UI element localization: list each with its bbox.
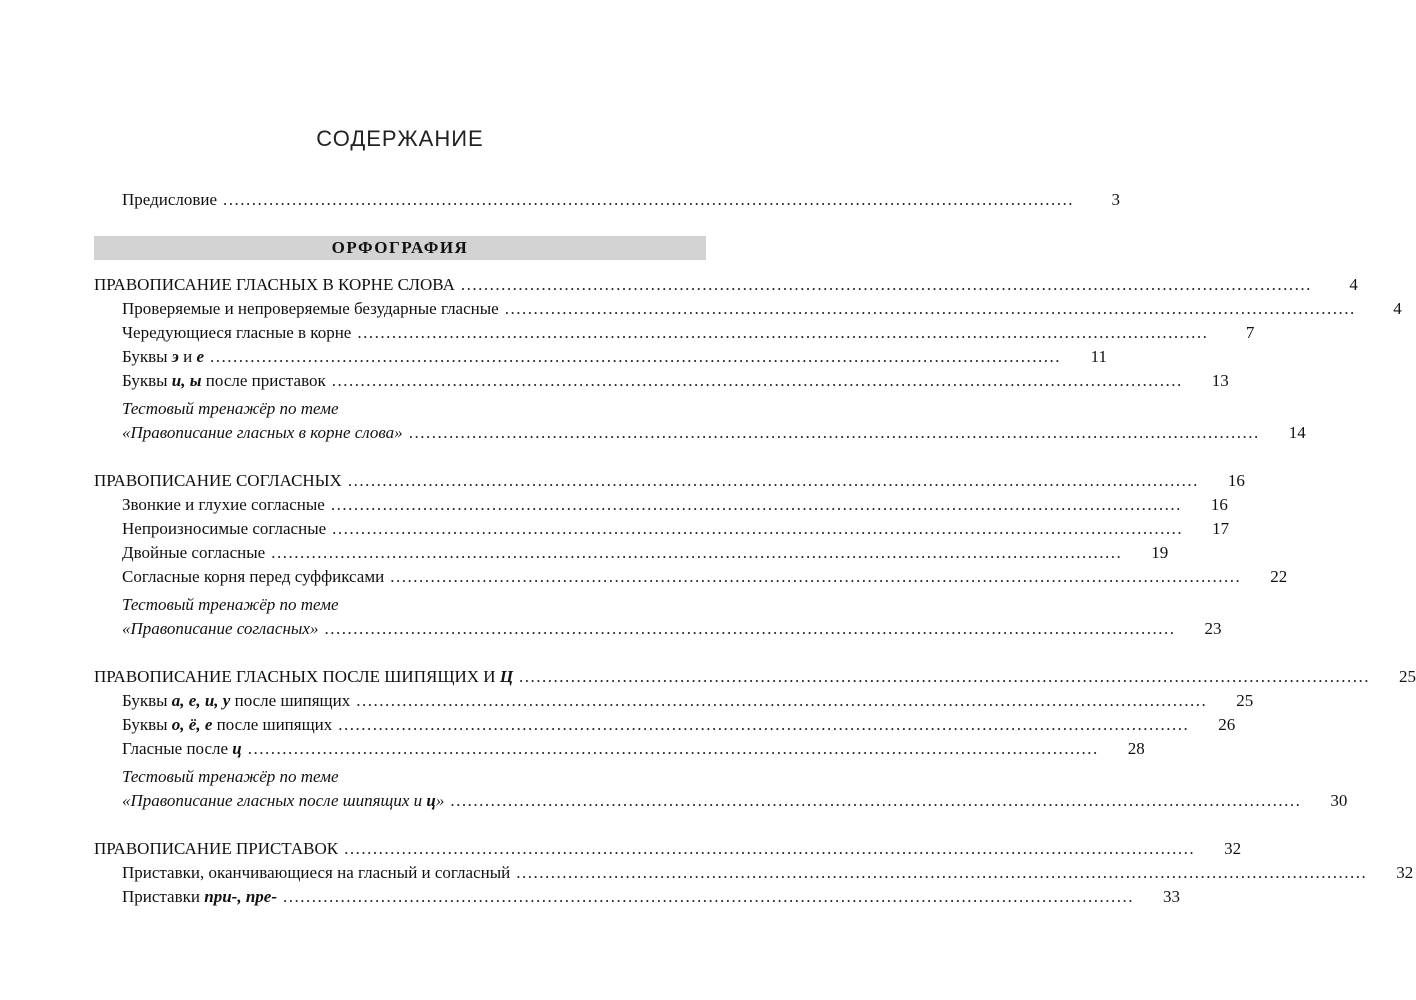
chapter-title: ПРАВОПИСАНИЕ СОГЛАСНЫХ — [94, 471, 342, 490]
leader-dots: .................................................................................................................................................... — [271, 543, 1123, 562]
page-number: 14 — [1288, 423, 1306, 442]
chapter-title: ПРАВОПИСАНИЕ ПРИСТАВОК — [94, 839, 339, 858]
leader-dots: .................................................................................................................................................... — [330, 495, 1182, 514]
page-number: 33 — [1162, 887, 1180, 906]
toc-entry[interactable] — [122, 714, 1236, 736]
leader-dots: .................................................................................................................................................... — [223, 190, 1075, 209]
leader-dots: .................................................................................................................................................... — [450, 791, 1302, 810]
leader-dots: .................................................................................................................................................... — [324, 619, 1176, 638]
entry-label: Гласные после ц — [122, 739, 242, 758]
toc-chapter-4[interactable] — [94, 838, 1242, 860]
toc-entry-trainer[interactable] — [122, 790, 1348, 812]
leader-dots: .................................................................................................................................................... — [210, 347, 1062, 366]
page-title: СОДЕРЖАНИЕ — [316, 126, 484, 151]
leader-dots: .................................................................................................................................................... — [247, 739, 1099, 758]
leader-dots: .................................................................................................................................................... — [331, 371, 1183, 390]
trainer-line-1: Тестовый тренажёр по теме — [122, 399, 339, 418]
entry-label: Буквы а, е, и, у после шипящих — [122, 691, 351, 710]
page-number: 28 — [1127, 739, 1145, 758]
entry-label: Чередующиеся гласные в корне — [122, 323, 352, 342]
toc-entry[interactable] — [122, 542, 1169, 564]
toc-entry[interactable] — [122, 346, 1108, 368]
page-number: 30 — [1330, 791, 1348, 810]
entry-label: Буквы о, ё, е после шипящих — [122, 715, 333, 734]
toc-entry[interactable] — [122, 518, 1230, 540]
page-number: 3 — [1111, 190, 1121, 209]
page-number: 17 — [1212, 519, 1230, 538]
toc-entry[interactable] — [122, 494, 1228, 516]
entry-label: Буквы и, ы после приставок — [122, 371, 326, 390]
toc-entry[interactable] — [122, 566, 1288, 588]
page-number: 4 — [1393, 299, 1402, 318]
toc-entry[interactable] — [122, 298, 1402, 320]
chapter-title: ПРАВОПИСАНИЕ ГЛАСНЫХ ПОСЛЕ ШИПЯЩИХ И Ц — [94, 667, 514, 686]
page-number: 13 — [1211, 371, 1229, 390]
page-number: 25 — [1236, 691, 1254, 710]
page-number: 32 — [1396, 863, 1414, 882]
toc-entry[interactable] — [122, 370, 1229, 392]
page-number: 23 — [1204, 619, 1222, 638]
page-number: 16 — [1210, 495, 1228, 514]
toc-entry[interactable] — [122, 322, 1255, 344]
entry-label: Двойные согласные — [122, 543, 266, 562]
toc-entry-preface[interactable] — [122, 189, 1121, 211]
toc-entry[interactable] — [122, 886, 1180, 908]
toc-chapter-3[interactable] — [94, 666, 1416, 688]
toc-entry-trainer[interactable] — [122, 422, 1306, 444]
entry-label: Буквы э и е — [122, 347, 205, 366]
entry-label: Приставки при-, пре- — [122, 887, 277, 906]
entry-label: «Правописание гласных в корне слова» — [122, 423, 403, 442]
entry-label: Проверяемые и непроверяемые безударные гласные — [122, 299, 499, 318]
entry-label: «Правописание согласных» — [122, 619, 319, 638]
section-header: ОРФОГРАФИЯ — [94, 236, 706, 260]
page-number: 4 — [1349, 275, 1358, 294]
leader-dots: .................................................................................................................................................... — [519, 667, 1371, 686]
entry-label: Приставки, оканчивающиеся на гласный и согласный — [122, 863, 511, 882]
leader-dots: .................................................................................................................................................... — [332, 519, 1184, 538]
toc-entry[interactable] — [122, 738, 1145, 760]
trainer-line-1: Тестовый тренажёр по теме — [122, 595, 339, 614]
toc-entry-trainer[interactable] — [122, 618, 1222, 640]
leader-dots: .................................................................................................................................................... — [390, 567, 1242, 586]
toc-chapter-1[interactable] — [94, 274, 1358, 296]
leader-dots: .................................................................................................................................................... — [347, 471, 1199, 490]
page-number: 16 — [1227, 471, 1245, 490]
page-number: 22 — [1270, 567, 1288, 586]
page-number: 7 — [1245, 323, 1255, 342]
toc-chapter-2[interactable] — [94, 470, 1245, 492]
leader-dots: .................................................................................................................................................... — [338, 715, 1190, 734]
leader-dots: .................................................................................................................................................... — [356, 691, 1208, 710]
leader-dots: .................................................................................................................................................... — [460, 275, 1312, 294]
chapter-title: ПРАВОПИСАНИЕ ГЛАСНЫХ В КОРНЕ СЛОВА — [94, 275, 455, 294]
entry-label: Непроизносимые согласные — [122, 519, 327, 538]
page-number: 11 — [1090, 347, 1108, 366]
entry-label: Согласные корня перед суффиксами — [122, 567, 385, 586]
page-number: 19 — [1151, 543, 1169, 562]
leader-dots: .................................................................................................................................................... — [344, 839, 1196, 858]
leader-dots: .................................................................................................................................................... — [357, 323, 1209, 342]
entry-label: Звонкие и глухие согласные — [122, 495, 325, 514]
page-number: 26 — [1218, 715, 1236, 734]
leader-dots: .................................................................................................................................................... — [504, 299, 1356, 318]
page-number: 25 — [1399, 667, 1416, 686]
leader-dots: .................................................................................................................................................... — [516, 863, 1368, 882]
entry-label: «Правописание гласных после шипящих и ц» — [122, 791, 445, 810]
trainer-line-1: Тестовый тренажёр по теме — [122, 767, 339, 786]
leader-dots: .................................................................................................................................................... — [408, 423, 1260, 442]
toc-entry[interactable] — [122, 690, 1254, 712]
leader-dots: .................................................................................................................................................... — [282, 887, 1134, 906]
page-number: 32 — [1224, 839, 1242, 858]
entry-label: Предисловие — [122, 190, 218, 209]
toc-entry[interactable] — [122, 862, 1414, 884]
